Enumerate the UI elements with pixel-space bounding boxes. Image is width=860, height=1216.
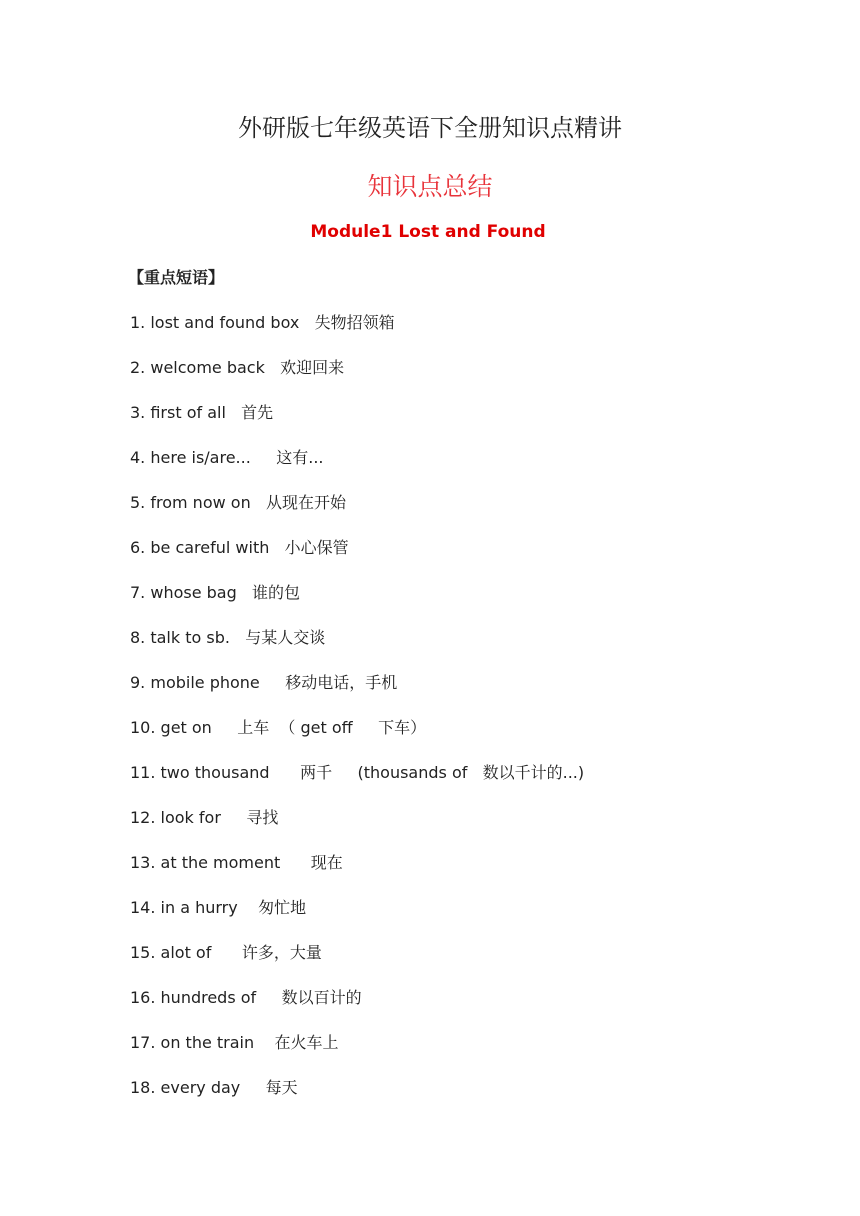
phrase-list: [130, 310, 584, 1120]
phrase-item: 2. welcome back 欢迎回来: [130, 358, 345, 377]
phrase-item: 10. get on 上车 （ get off 下车）: [130, 718, 427, 737]
phrase-item: 13. at the moment 现在: [130, 853, 343, 872]
page-subtitle: 知识点总结: [367, 172, 493, 201]
phrase-item: 17. on the train 在火车上: [130, 1033, 339, 1052]
phrase-item: 6. be careful with 小心保管: [130, 538, 349, 557]
section-heading: 【重点短语】: [128, 268, 225, 287]
phrase-item: 11. two thousand 两千 (thousands of 数以千计的...): [130, 763, 585, 782]
phrase-item: 7. whose bag 谁的包: [130, 583, 301, 602]
phrase-item: 9. mobile phone 移动电话，手机: [130, 673, 398, 692]
phrase-item: 1. lost and found box 失物招领箱: [130, 313, 395, 332]
phrase-item: 8. talk to sb. 与某人交谈: [130, 628, 326, 647]
phrase-item: 14. in a hurry 匆忙地: [130, 898, 307, 917]
module-title: Module1 Lost and Found: [310, 222, 546, 242]
phrase-item: 16. hundreds of 数以百计的: [130, 988, 362, 1007]
phrase-item: 4. here is/are... 这有...: [130, 448, 324, 467]
page-title: 外研版七年级英语下全册知识点精讲: [238, 114, 622, 142]
phrase-item: 18. every day 每天: [130, 1078, 298, 1097]
phrase-item: 12. look for 寻找: [130, 808, 279, 827]
phrase-item: 5. from now on 从现在开始: [130, 493, 346, 512]
phrase-item: 3. first of all 首先: [130, 403, 274, 422]
phrase-item: 15. alot of 许多，大量: [130, 943, 322, 962]
